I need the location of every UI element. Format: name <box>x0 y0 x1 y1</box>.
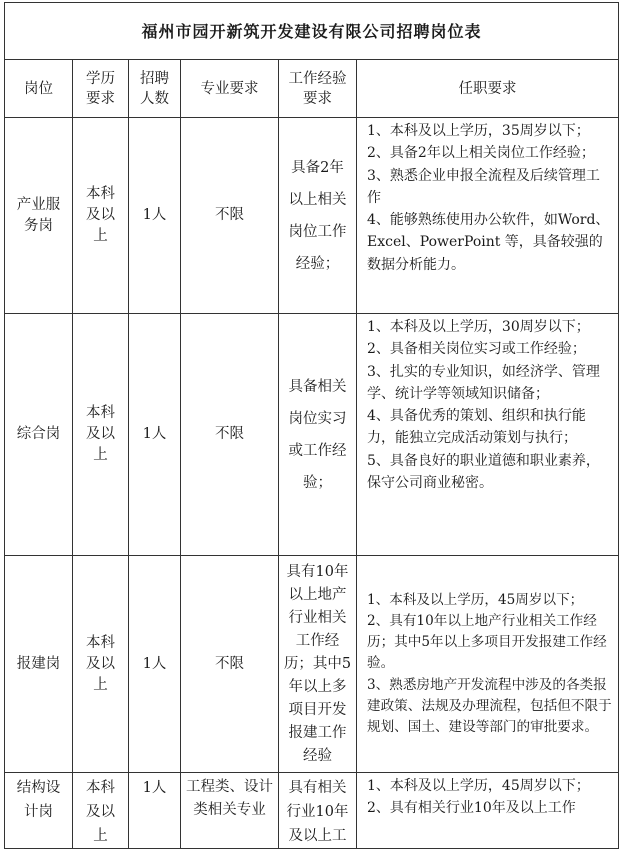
requirement-item: 1、本科及以上学历，30周岁以下； <box>367 319 590 335</box>
recruitment-table <box>4 2 619 849</box>
requirement-item: 2、具备2年以上相关岗位工作经验； <box>367 145 595 162</box>
major-cell: 不限 <box>181 556 279 773</box>
education-cell: 本科及以上 <box>73 118 129 314</box>
header-experience: 工作经验要求 <box>279 60 357 118</box>
major-cell: 工程类、设计类相关专业 <box>181 773 279 849</box>
header-row <box>5 60 619 118</box>
experience-cell: 具有10年以上地产行业相关工作经历；其中5年以上多项目开发报建工作经验 <box>279 556 357 773</box>
requirement-item: 2、具备相关岗位实习或工作经验； <box>367 341 586 358</box>
table-row <box>5 314 619 556</box>
requirements-cell <box>357 556 619 773</box>
requirement-item: 3、熟悉房地产开发流程中涉及的各类报建政策、法规及办理流程，包括但不限于规划、国土、建设等部门的审批要求。 <box>367 676 612 735</box>
requirement-item: 2、具有10年以上地产行业相关工作经历；其中5年以上多项目开发报建工作经验。 <box>367 612 607 672</box>
requirements-cell <box>357 118 619 314</box>
requirement-item: 1、本科及以上学历，35周岁以下； <box>367 123 590 139</box>
table-row <box>5 556 619 773</box>
header-education: 学历要求 <box>73 60 129 118</box>
requirements-cell <box>357 773 619 849</box>
count-cell: 1人 <box>129 118 181 314</box>
count-cell: 1人 <box>129 773 181 849</box>
table-row <box>5 118 619 314</box>
experience-cell: 具备2年以上相关岗位工作经验； <box>279 118 357 314</box>
header-position: 岗位 <box>5 60 73 118</box>
major-cell: 不限 <box>181 118 279 314</box>
requirements-cell <box>357 314 619 556</box>
header-requirements: 任职要求 <box>357 60 619 118</box>
count-cell: 1人 <box>129 314 181 556</box>
position-cell: 综合岗 <box>5 314 73 556</box>
requirement-item: 3、熟悉企业申报全流程及后续管理工作 <box>367 167 600 206</box>
requirement-item: 4、能够熟练使用办公软件，如Word、Excel、PowerPoint 等，具备较强的数据分析能力。 <box>367 212 610 273</box>
requirement-item: 5、具备良好的职业道德和职业素养，保守公司商业秘密。 <box>367 452 600 492</box>
table-title: 福州市园开新筑开发建设有限公司招聘岗位表 <box>5 3 619 60</box>
header-count: 招聘人数 <box>129 60 181 118</box>
position-cell: 结构设计岗 <box>5 773 73 849</box>
requirement-item: 3、扎实的专业知识，如经济学、管理学、统计学等领域知识储备； <box>367 363 600 402</box>
position-cell: 报建岗 <box>5 556 73 773</box>
requirement-item: 4、具备优秀的策划、组织和执行能力，能独立完成活动策划与执行； <box>367 408 586 447</box>
requirement-item: 1、本科及以上学历，45周岁以下； <box>367 591 584 608</box>
count-cell: 1人 <box>129 556 181 773</box>
table-row <box>5 773 619 849</box>
requirement-item: 1、本科及以上学历，45周岁以下； <box>367 778 590 794</box>
education-cell: 本科及以上 <box>73 314 129 556</box>
experience-cell: 具有相关行业10年及以上工 <box>279 773 357 849</box>
education-cell: 本科及以上 <box>73 556 129 773</box>
header-major: 专业要求 <box>181 60 279 118</box>
education-cell: 本科及以上 <box>73 773 129 849</box>
position-cell: 产业服务岗 <box>5 118 73 314</box>
experience-cell: 具备相关岗位实习或工作经验； <box>279 314 357 556</box>
requirement-item: 2、具有相关行业10年及以上工作 <box>367 800 576 817</box>
major-cell: 不限 <box>181 314 279 556</box>
